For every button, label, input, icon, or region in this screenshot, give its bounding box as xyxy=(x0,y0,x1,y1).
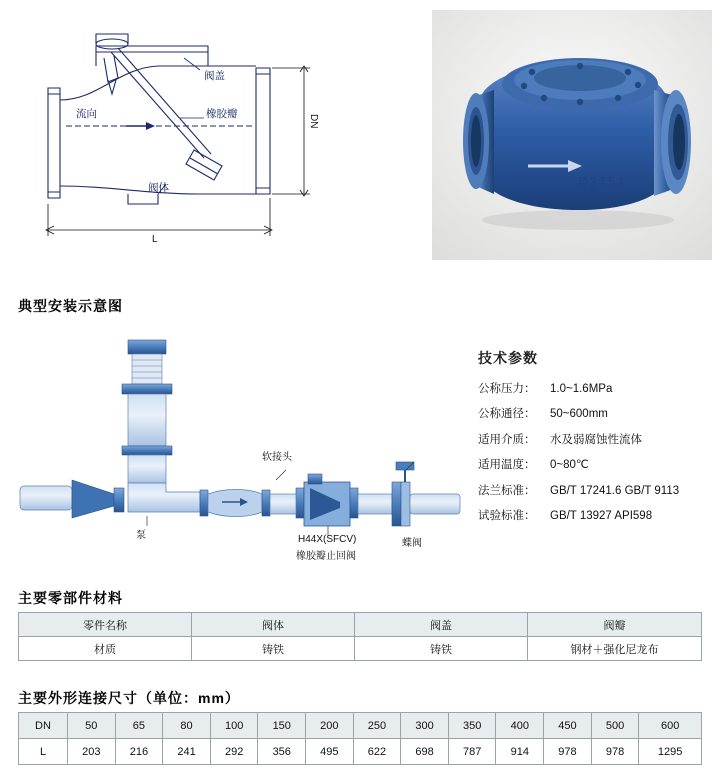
param-value-flange-standard: GB/T 17241.6 GB/T 9113 xyxy=(550,484,680,497)
installation-diagram xyxy=(10,330,470,570)
label-valve-body: 阀体 xyxy=(148,182,169,194)
param-row-temperature xyxy=(478,458,718,472)
table-header-row xyxy=(19,613,702,637)
label-check-valve-model: H44X(SFCV) xyxy=(298,534,357,545)
param-label-medium: 适用介质： xyxy=(478,433,536,446)
dimensions-cell-l-400: 914 xyxy=(496,739,544,765)
dimensions-cell-dn-150: 150 xyxy=(258,713,306,739)
product-photo xyxy=(432,10,712,260)
materials-table xyxy=(18,612,702,661)
param-value-temperature: 0~80℃ xyxy=(550,459,589,472)
param-label-flange-standard: 法兰标准： xyxy=(478,484,536,497)
param-row-nominal-diameter xyxy=(478,407,718,421)
label-rubber-disc: 橡胶瓣 xyxy=(206,108,238,120)
dimensions-cell-dn-600: 600 xyxy=(639,713,702,739)
param-label-temperature: 适用温度： xyxy=(478,459,536,472)
param-label-test-standard: 试验标准： xyxy=(478,509,536,522)
dimensions-cell-dn-350: 350 xyxy=(448,713,496,739)
dimensions-row-dn xyxy=(19,713,702,739)
label-length: L xyxy=(152,234,158,245)
label-pump: 泵 xyxy=(136,530,146,541)
section-title-materials: 主要零部件材料 xyxy=(18,590,123,606)
param-row-medium xyxy=(478,433,718,447)
dimensions-table xyxy=(18,712,702,765)
section-title-dimensions: 主要外形连接尺寸（单位：mm） xyxy=(18,690,240,706)
dimensions-cell-dn-400: 400 xyxy=(496,713,544,739)
materials-header-disc: 阀瓣 xyxy=(528,613,702,637)
dimensions-cell-l-250: 622 xyxy=(353,739,401,765)
dimensions-cell-dn-500: 500 xyxy=(591,713,639,739)
dimensions-cell-dn-100: 100 xyxy=(210,713,258,739)
dimensions-cell-l-150: 356 xyxy=(258,739,306,765)
dimensions-cell-l-50: 203 xyxy=(68,739,116,765)
dimensions-cell-l-80: 241 xyxy=(163,739,211,765)
label-dn: DN xyxy=(308,114,319,129)
svg-text:D3751: D3751 xyxy=(578,174,627,189)
param-row-test-standard xyxy=(478,509,718,523)
dimensions-cell-l-label: L xyxy=(19,739,68,765)
label-check-valve-name: 橡胶瓣止回阀 xyxy=(296,551,356,562)
label-butterfly-valve: 蝶阀 xyxy=(402,538,422,549)
table-row xyxy=(19,637,702,661)
materials-cell-body: 铸铁 xyxy=(192,637,355,661)
materials-header-body: 阀体 xyxy=(192,613,355,637)
param-label-nominal-pressure: 公称压力： xyxy=(478,383,536,395)
dimensions-cell-dn-300: 300 xyxy=(401,713,449,739)
dimensions-cell-dn-50: 50 xyxy=(68,713,116,739)
materials-cell-disc: 钢材＋强化尼龙布 xyxy=(528,637,702,661)
dimensions-cell-dn-250: 250 xyxy=(353,713,401,739)
param-value-test-standard: GB/T 13927 API598 xyxy=(550,509,653,522)
param-value-nominal-pressure: 1.0~1.6MPa xyxy=(550,383,613,395)
dimensions-cell-l-65: 216 xyxy=(115,739,163,765)
label-flow-direction: 流向 xyxy=(76,108,97,120)
label-bonnet: 阀盖 xyxy=(204,70,225,82)
dimensions-cell-l-450: 978 xyxy=(544,739,592,765)
param-label-nominal-diameter: 公称通径： xyxy=(478,408,536,421)
line-drawing-svg xyxy=(8,8,428,258)
dimensions-cell-l-600: 1295 xyxy=(639,739,702,765)
param-row-nominal-pressure xyxy=(478,382,718,396)
materials-cell-bonnet: 铸铁 xyxy=(355,637,528,661)
tech-parameters xyxy=(478,348,718,534)
dimensions-cell-l-100: 292 xyxy=(210,739,258,765)
top-figures xyxy=(0,0,721,275)
dimensions-cell-dn-200: 200 xyxy=(306,713,354,739)
param-row-flange-standard xyxy=(478,484,718,498)
dimensions-cell-l-350: 787 xyxy=(448,739,496,765)
param-value-nominal-diameter: 50~600mm xyxy=(550,408,608,421)
section-title-install: 典型安装示意图 xyxy=(18,298,123,314)
param-value-medium: 水及弱腐蚀性流体 xyxy=(550,433,642,446)
tech-parameters-title: 技术参数 xyxy=(478,350,538,366)
dimensions-cell-dn-450: 450 xyxy=(544,713,592,739)
dimensions-row-l xyxy=(19,739,702,765)
dimensions-cell-l-500: 978 xyxy=(591,739,639,765)
dimensions-cell-dn-65: 65 xyxy=(115,713,163,739)
label-flex-joint: 软接头 xyxy=(262,452,292,463)
dimensions-cell-dn-label: DN xyxy=(19,713,68,739)
dimensions-cell-l-300: 698 xyxy=(401,739,449,765)
valve-line-drawing xyxy=(8,8,428,258)
product-photo-svg xyxy=(432,10,712,260)
dimensions-cell-l-200: 495 xyxy=(306,739,354,765)
materials-header-bonnet: 阀盖 xyxy=(355,613,528,637)
materials-header-part: 零件名称 xyxy=(19,613,192,637)
dimensions-cell-dn-80: 80 xyxy=(163,713,211,739)
materials-cell-material-label: 材质 xyxy=(19,637,192,661)
installation-diagram-svg xyxy=(10,330,470,570)
